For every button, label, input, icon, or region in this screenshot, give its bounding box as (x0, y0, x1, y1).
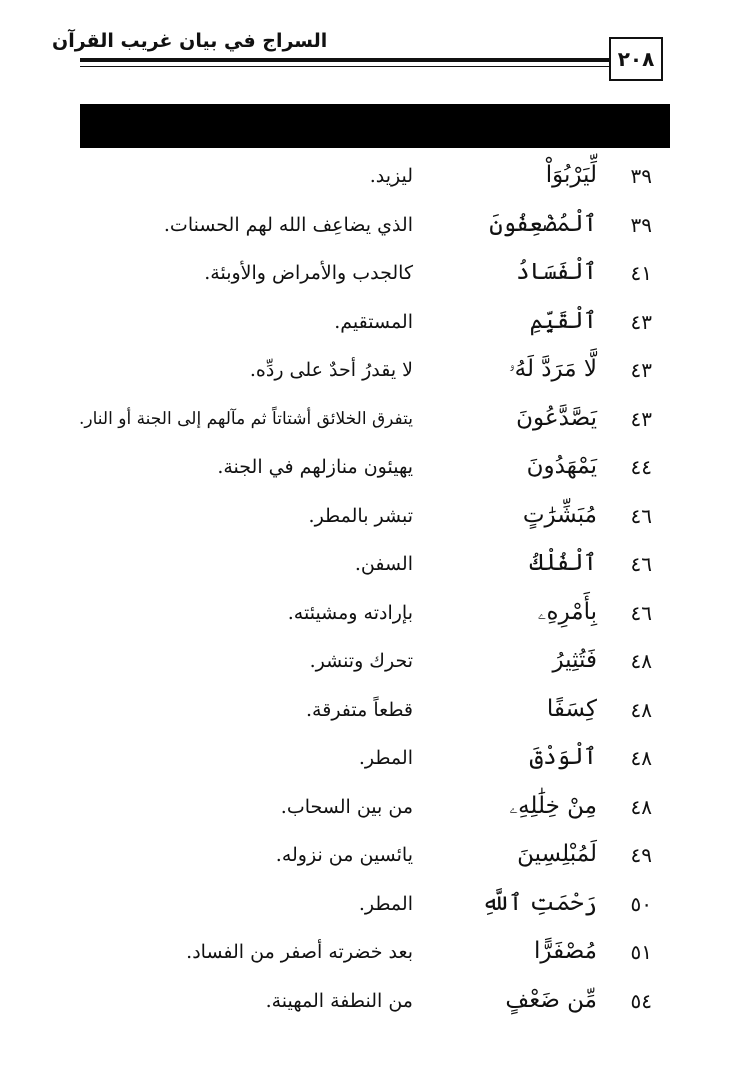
quranic-word: لَّا مَرَدَّ لَهُۥ (508, 356, 597, 382)
quranic-word: مُصْفَرًّا (534, 938, 597, 964)
quranic-word: لَمُبْلِسِينَ (517, 841, 597, 867)
table-header-bar (80, 104, 670, 148)
word-meaning: المستقيم. (334, 310, 413, 333)
word-meaning: لا يقدرُ أحدٌ على ردِّه. (249, 359, 413, 381)
verse-number: ٤٩ (630, 843, 652, 867)
verse-number: ٤٨ (630, 794, 652, 819)
verse-number: ٣٩ (630, 212, 652, 237)
glossary-entry (0, 686, 755, 735)
verse-number: ٥٤ (630, 988, 652, 1013)
glossary-entry (0, 443, 755, 492)
verse-number: ٤٣ (630, 309, 652, 334)
word-meaning: من بين السحاب. (280, 795, 413, 818)
glossary-entry (0, 637, 755, 686)
glossary-entry (0, 492, 755, 541)
word-meaning: قطعاً متفرقة. (306, 698, 413, 721)
glossary-entry (0, 831, 755, 880)
glossary-entry (0, 734, 755, 783)
glossary-entry (0, 977, 755, 1026)
glossary-entry (0, 540, 755, 589)
word-meaning: ليزيد. (369, 165, 413, 187)
header-rule-thick (80, 58, 610, 62)
verse-number: ٤٣ (630, 358, 652, 382)
verse-number: ٤٦ (630, 552, 652, 576)
glossary-entry (0, 928, 755, 977)
quranic-word: ٱلْفَسَادُ (516, 259, 597, 285)
glossary-entry (0, 201, 755, 250)
glossary-entry (0, 589, 755, 638)
glossary-entry (0, 152, 755, 201)
glossary-entry (0, 783, 755, 832)
verse-number: ٥١ (630, 940, 652, 964)
verse-number: ٥٠ (630, 891, 652, 916)
word-meaning: بإرادته ومشيئته. (287, 601, 413, 624)
glossary-entry (0, 298, 755, 347)
word-meaning: كالجدب والأمراض والأوبئة. (204, 262, 413, 284)
verse-number: ٤٨ (630, 746, 652, 770)
quranic-word: مِنْ خِلَٰلِهِۦ (509, 792, 597, 819)
word-meaning: المطر. (358, 892, 413, 915)
word-meaning: يهيئون منازلهم في الجنة. (217, 456, 413, 478)
verse-number: ٤٤ (630, 455, 652, 479)
glossary-entry (0, 249, 755, 298)
quranic-word: ٱلْفُلْكُ (529, 550, 597, 576)
word-meaning: تحرك وتنشر. (309, 650, 413, 672)
quranic-word: بِأَمْرِهِۦ (537, 598, 597, 625)
glossary-entry (0, 346, 755, 395)
verse-number: ٤٨ (630, 649, 652, 673)
verse-number: ٣٩ (630, 164, 652, 188)
word-meaning: السفن. (354, 553, 413, 575)
quranic-word: فَتُثِيرُ (552, 647, 597, 673)
glossary-entry (0, 880, 755, 929)
word-meaning: من النطفة المهينة. (265, 989, 413, 1012)
quranic-word: يَمْهَدُونَ (526, 453, 597, 479)
quranic-word: ٱلْمُضْعِفُونَ (489, 210, 597, 237)
verse-number: ٤٣ (630, 406, 652, 431)
running-title: السراج في بيان غريب القرآن (52, 30, 328, 52)
verse-number: ٤٦ (630, 503, 652, 528)
quranic-word: يَصَّدَّعُونَ (516, 404, 597, 431)
quranic-word: مِّن ضَعْفٍ (505, 986, 597, 1013)
quranic-word: ٱلْوَدْقَ (529, 744, 597, 770)
word-meaning: بعد خضرته أصفر من الفساد. (186, 941, 413, 963)
header-rule-thin (80, 66, 610, 67)
quranic-word: كِسَفًا (546, 695, 597, 722)
word-meaning: تبشر بالمطر. (308, 504, 413, 527)
glossary-list (0, 152, 755, 1025)
verse-number: ٤١ (630, 261, 652, 285)
quranic-word: مُبَشِّرَٰتٍ (522, 501, 597, 528)
quranic-word: لِّيَرْبُوَاْ (545, 162, 597, 188)
word-meaning: الذي يضاعِف الله لهم الحسنات. (163, 213, 413, 236)
word-meaning: يائسين من نزوله. (275, 844, 413, 866)
verse-number: ٤٨ (630, 697, 652, 722)
glossary-entry (0, 395, 755, 444)
page-number: ٢٠٨ (609, 37, 663, 81)
verse-number: ٤٦ (630, 600, 652, 625)
quranic-word: ٱلْقَيِّمِ (529, 307, 597, 334)
quranic-word: رَحْمَتِ ٱللَّهِ (481, 889, 597, 916)
word-meaning: يتفرق الخلائق أشتاتاً ثم مآلهم إلى الجنة أو النار. (79, 408, 413, 429)
word-meaning: المطر. (358, 747, 413, 769)
